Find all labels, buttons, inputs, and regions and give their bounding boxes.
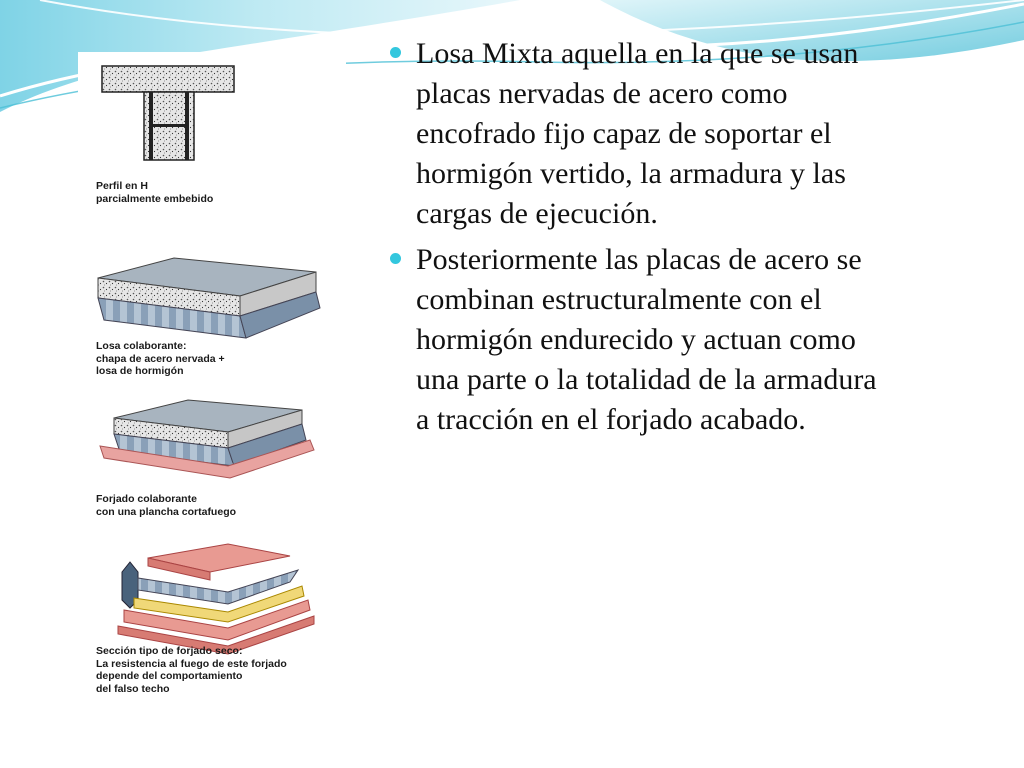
bullet-dot-icon bbox=[390, 47, 401, 58]
bullet-list bbox=[388, 34, 888, 440]
h-profile-illustration bbox=[102, 66, 234, 160]
bullet-text: Posteriormente las placas de acero se combinan estructuralmente con el hormigón endurecido y actuan como una parte o la totalidad de la armadura a tracción en el forjado acabado. bbox=[416, 243, 877, 436]
caption-fireproof-slab: Forjado colaborante con una plancha cortafuego bbox=[96, 493, 237, 518]
caption-composite-slab: Losa colaborante: chapa de acero nervada + losa de hormigón bbox=[96, 340, 225, 377]
slab-illustrations bbox=[78, 52, 346, 708]
caption-dry-floor: Sección tipo de forjado seco: La resistencia al fuego de este forjado depende del comportamiento del falso techo bbox=[96, 645, 287, 695]
bullet-text: Losa Mixta aquella en la que se usan placas nervadas de acero como encofrado fijo capaz de soportar el hormigón vertido, la armadura y las cargas de ejecución. bbox=[416, 37, 859, 230]
fireproof-slab-illustration bbox=[100, 400, 314, 478]
bullet-dot-icon bbox=[390, 253, 401, 264]
dry-floor-section-illustration bbox=[118, 544, 314, 654]
caption-h-profile: Perfil en H parcialmente embebido bbox=[96, 180, 214, 205]
bullet-item bbox=[388, 240, 888, 440]
slide-text bbox=[388, 34, 888, 446]
illustration-panel bbox=[78, 52, 346, 708]
composite-slab-illustration bbox=[98, 258, 320, 338]
bullet-item bbox=[388, 34, 888, 234]
